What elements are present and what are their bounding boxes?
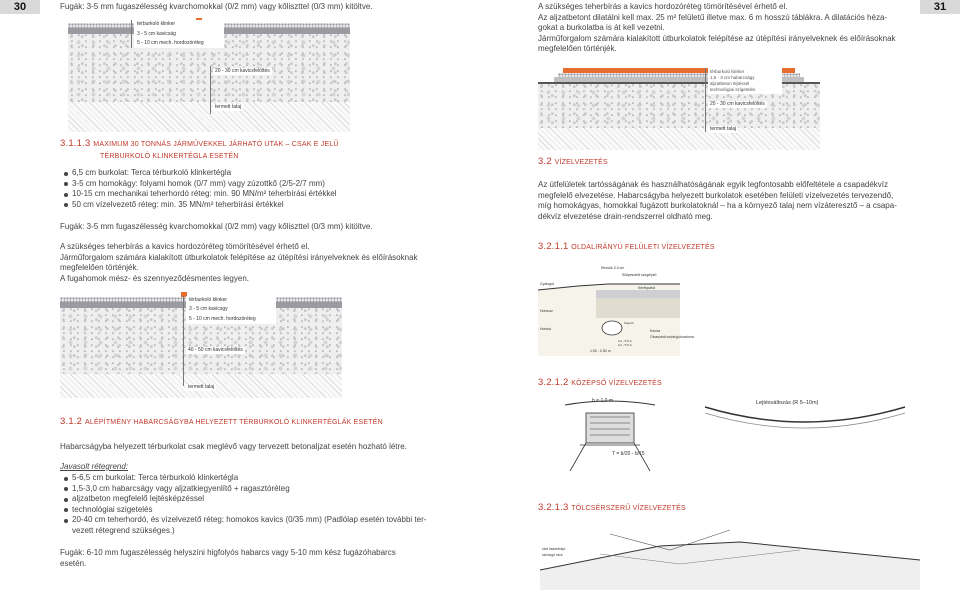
label: Kerékpárút — [638, 286, 656, 290]
section-number: 3.2 — [538, 156, 552, 167]
label: térburkoló klinker — [710, 69, 745, 74]
leader-line-1 — [131, 20, 132, 48]
fugak-312 — [60, 548, 450, 569]
label: b = 1,0 m — [592, 398, 613, 404]
section-number: 3.2.1.2 — [538, 377, 569, 388]
diagram1-labels — [134, 20, 224, 48]
list-item: 50 cm vízelvezető réteg: min. 35 MN/m² teherbírási értékkel — [72, 200, 452, 211]
funnel-drainage-sketch — [540, 520, 920, 590]
leader-line-4 — [705, 68, 706, 132]
label-talaj: termett talaj — [215, 104, 242, 110]
text-line: Járműforgalom számára kialakított útburkolatok felépítése az útépítési irányelveknek és előírásoknak — [60, 252, 418, 262]
text-line: gokat a burkolatba is át kell vezetni. — [538, 23, 665, 32]
label-hordozo: 5 - 10 cm mech. hordozóréteg — [137, 40, 204, 46]
section-3212-title — [538, 377, 662, 389]
text-line: Járműforgalom számára kialakított útburkolatok felépítése az útépítési irányelveknek és előírásoknak — [538, 33, 896, 43]
label: Ülepítő — [624, 321, 634, 325]
lateral-drainage-sketch — [538, 256, 694, 356]
text-line: míg homokágyas, homokkal fugázott burkolatoknál – ha a környező talaj nem vízáteresztő – a csapa- — [538, 201, 897, 210]
grate-shape — [586, 413, 634, 443]
label: 1,5 - 3 cm habarcságy — [710, 75, 755, 80]
label-talaj: termett talaj — [710, 126, 737, 132]
diagram2-labels — [186, 296, 276, 324]
label: Rézsűk 3-4 cm — [601, 266, 625, 270]
page-number-left: 30 — [0, 0, 40, 14]
section-32-title — [538, 156, 608, 168]
section-title: ALÉPÍTMÉNY HABARCSÁGYBA HELYEZETT TÉRBURKOLÓ KLINKERTÉGLÁK ESETÉN — [84, 419, 383, 426]
list-item: 20-40 cm teherhordó, és vízelvezető réteg: homokos kavics (0/35 mm) (Padlólap esetén további ter- — [72, 515, 460, 526]
text-line: Az aljzatbetont dilatálni kell max. 25 m² felületű illetve max. 6 m hosszú táblákra. A dilatációs héza- — [538, 12, 888, 22]
text-line: Fugák: 6-10 mm fugaszélesség helyszíni higfolyós habarcs vagy 5-10 mm kész fugázóhabarcs — [60, 548, 396, 557]
text-line: megfelelő elvezetése. Habarcságyba helyezett burkolatok esetében felületi vízelvezetés tervezendő, — [538, 190, 894, 200]
label-kavicsfeltoltes: 20 - 30 cm kavicsfelöltés — [710, 101, 765, 107]
subsoil-layer — [538, 128, 820, 150]
label-kavicsagy: 3 - 5 cm kavicság — [137, 30, 176, 37]
central-drainage-sketch-b — [700, 393, 910, 463]
section-number: 3.1.2 — [60, 416, 83, 427]
section-3213-title — [538, 502, 686, 514]
subsoil-layer — [68, 102, 350, 132]
top-text-right — [538, 2, 910, 55]
text-line: A szükséges teherbírás a kavics hordozóréteg tömörítésével érhető el. — [538, 2, 788, 11]
drain-shape — [602, 321, 622, 335]
section-title-line2: TÉRBURKOLÓ KLINKERTÉGLA ESETÉN — [100, 153, 239, 160]
section-title: VÍZELVEZETÉS — [554, 159, 608, 166]
section-title: KÖZÉPSŐ VÍZELVEZETÉS — [571, 380, 662, 387]
label: Olvasztott szivárgó/csatorna — [650, 335, 694, 339]
label-kavicsfeltoltes: 20 - 30 cm kavicsfelöltés — [215, 68, 270, 74]
layer-list-3113 — [62, 168, 452, 210]
list-item: aljzatbeton megfelelő lejtésképzéssel — [72, 494, 460, 505]
leader-line-3 — [183, 296, 184, 386]
slope-lines — [570, 443, 650, 471]
paragraph-3113 — [60, 242, 450, 284]
label-talaj: termett talaj — [188, 384, 215, 390]
label-klinker: térburkoló klinker — [189, 297, 228, 303]
fill-shape — [596, 298, 680, 318]
label-kavicsfeltoltes: 40 - 50 cm kavicsfelöltés — [188, 347, 243, 353]
text-line: Az útfelületek tartósságának és használhatóságának egyik legfontosabb előfeltétele a csapadékvíz — [538, 180, 889, 189]
text-line: A szükséges teherbírás a kavics hordozóréteg tömörítésével érhető el. — [60, 242, 310, 251]
section-3113-title — [60, 138, 450, 162]
label: Kavics — [650, 329, 661, 333]
section-312-title — [60, 416, 460, 428]
label: Lejtésváltozás (R 5–10m) — [756, 400, 819, 406]
label: Gyalogút — [540, 282, 555, 286]
label: Süllyesztett szegélykő — [622, 273, 657, 277]
label: T = b/20 - b/15 — [612, 451, 645, 457]
section-number: 3.2.1.1 — [538, 241, 569, 252]
fugak-3113: Fugák: 3-5 mm fugaszélesség kvarchomokkal (0/2 mm) vagy kőliszttel (0/3 mm) kitöltve. — [60, 222, 373, 231]
list-item-continuation: vezett rétegrend szükséges.) — [72, 525, 175, 535]
ground-shape — [540, 542, 920, 590]
paragraph-32 — [538, 180, 918, 222]
list-item: technológiai szigetelés — [72, 505, 460, 516]
base-shape — [596, 290, 680, 298]
section-title: OLDALIRÁNYÚ FELÜLETI VÍZELVEZETÉS — [571, 244, 715, 251]
intro-312: Habarcságyba helyezett térburkolat csak meglévő vagy tervezett betonaljzat esetén hozható létre. — [60, 442, 407, 451]
label: szivárgó rács — [542, 553, 563, 557]
text-line: esetén. — [60, 558, 87, 568]
label: Homok — [540, 327, 552, 331]
label: aljzatbeton lejtéssel — [710, 81, 750, 86]
label: Humusz — [540, 309, 553, 313]
list-item: 5-6,5 cm burkolat: Terca térburkoló klinkertégla — [72, 473, 460, 484]
list-item: 3-5 cm homokágy: folyami homok (0/7 mm) vagy zúzottkő (2/5-2/7 mm) — [72, 179, 452, 190]
leader-line-2 — [210, 66, 211, 114]
top-line-left: Fugák: 3-5 mm fugaszélesség kvarchomokkal (0/2 mm) vagy kőliszttel (0/3 mm) kitöltve. — [60, 2, 373, 11]
list-item: 6,5 cm burkolat: Terca térburkoló klinkertégla — [72, 168, 452, 179]
road-profile — [705, 407, 905, 422]
label: zárt összefolyó — [542, 547, 566, 551]
label: technológiai szigetelés — [710, 87, 756, 92]
label: 1/s - 5,5 m — [618, 343, 633, 347]
label: 1/s - 5,5 m — [618, 339, 633, 343]
label-kavicsagy: 3 - 5 cm kavicsgy — [189, 305, 228, 312]
label-klinker: térburkoló klinker — [137, 21, 176, 27]
list-item: 10-15 cm mechanikai teherhordó réteg: min. 90 MN/m² teherbírási értékkel — [72, 189, 452, 200]
diagram3-labels — [708, 68, 782, 94]
label-hordozo: 5 - 10 cm mech. hordozóréteg — [189, 316, 256, 322]
section-number: 3.2.1.3 — [538, 502, 569, 513]
text-line: megfelelően történjék. — [538, 44, 617, 53]
label: 1,50 - 2,50 m — [590, 349, 611, 353]
layer-list-312 — [62, 473, 460, 536]
section-title: TÖLCSÉRSZERŰ VÍZELVEZETÉS — [571, 505, 686, 512]
text-line: A fugahomok mész- és szennyeződésmentes legyen. — [60, 273, 249, 283]
subtitle-312: Javasolt rétegrend: — [60, 462, 129, 471]
section-title-line1: MAXIMUM 30 TONNÁS JÁRMŰVEKKEL JÁRHATÓ UTAK – CSAK E JELŰ — [93, 141, 339, 148]
text-line: dékvíz elvezetése drain-rendszerrel oldható meg. — [538, 211, 713, 221]
text-line: megfelelően történjék. — [60, 263, 139, 272]
section-3211-title — [538, 241, 715, 253]
page-number-right: 31 — [920, 0, 960, 14]
central-drainage-sketch-a — [560, 393, 660, 473]
section-number: 3.1.1.3 — [60, 138, 91, 149]
list-item: 1,5-3,0 cm habarcságy vagy aljzatkiegyenlítő + ragasztóréteg — [72, 484, 460, 495]
